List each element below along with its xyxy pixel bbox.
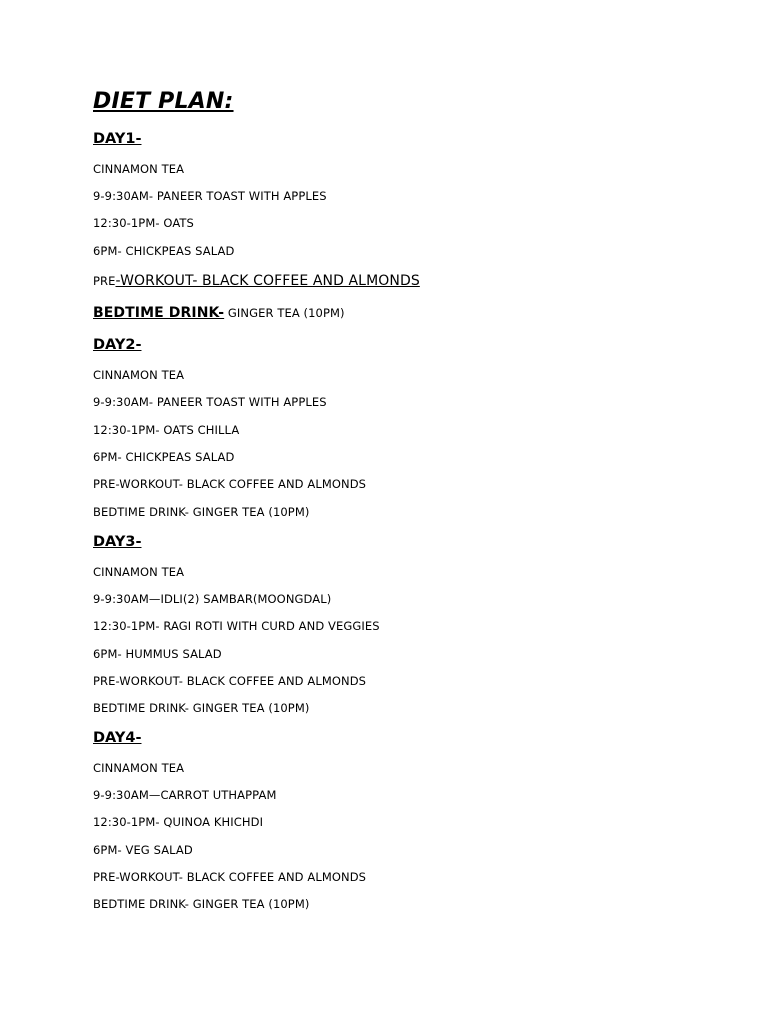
day3-item: 6PM- HUMMUS SALAD <box>93 647 222 661</box>
day2-item: 6PM- CHICKPEAS SALAD <box>93 450 235 464</box>
day3-item: BEDTIME DRINK- GINGER TEA (10PM) <box>93 701 310 715</box>
day4-item: 12:30-1PM- QUINOA KHICHDI <box>93 815 264 829</box>
day1-heading: DAY1- <box>93 131 142 147</box>
page-title: DIET PLAN: <box>93 89 234 114</box>
day1-bedtime-value: GINGER TEA (10PM) <box>224 306 345 320</box>
day4-item: CINNAMON TEA <box>93 761 185 775</box>
day2-item: BEDTIME DRINK- GINGER TEA (10PM) <box>93 505 310 519</box>
day4-item: PRE-WORKOUT- BLACK COFFEE AND ALMONDS <box>93 870 367 884</box>
day1-preworkout-text: -WORKOUT- BLACK COFFEE AND ALMONDS <box>115 273 420 289</box>
day3-item: PRE-WORKOUT- BLACK COFFEE AND ALMONDS <box>93 674 367 688</box>
day4-item: 9-9:30AM—CARROT UTHAPPAM <box>93 788 277 802</box>
day2-item: 12:30-1PM- OATS CHILLA <box>93 423 240 437</box>
day1-bedtime-label: BEDTIME DRINK- <box>93 305 225 321</box>
day2-item: CINNAMON TEA <box>93 368 185 382</box>
day1-bedtime <box>93 305 345 321</box>
day3-item: 9-9:30AM—IDLI(2) SAMBAR(MOONGDAL) <box>93 592 332 606</box>
day1-item: 6PM- CHICKPEAS SALAD <box>93 244 235 258</box>
day2-item: 9-9:30AM- PANEER TOAST WITH APPLES <box>93 395 327 409</box>
day1-item: CINNAMON TEA <box>93 162 185 176</box>
day2-item: PRE-WORKOUT- BLACK COFFEE AND ALMONDS <box>93 477 367 491</box>
day3-item: 12:30-1PM- RAGI ROTI WITH CURD AND VEGGIES <box>93 619 380 633</box>
day1-item: 9-9:30AM- PANEER TOAST WITH APPLES <box>93 189 327 203</box>
day4-item: 6PM- VEG SALAD <box>93 843 193 857</box>
day3-item: CINNAMON TEA <box>93 565 185 579</box>
day4-item: BEDTIME DRINK- GINGER TEA (10PM) <box>93 897 310 911</box>
day1-item: 12:30-1PM- OATS <box>93 216 194 230</box>
day1-preworkout <box>93 273 420 289</box>
day4-heading: DAY4- <box>93 730 142 746</box>
day1-preworkout-prefix: PRE <box>93 274 116 288</box>
day2-heading: DAY2- <box>93 337 142 353</box>
day3-heading: DAY3- <box>93 534 142 550</box>
